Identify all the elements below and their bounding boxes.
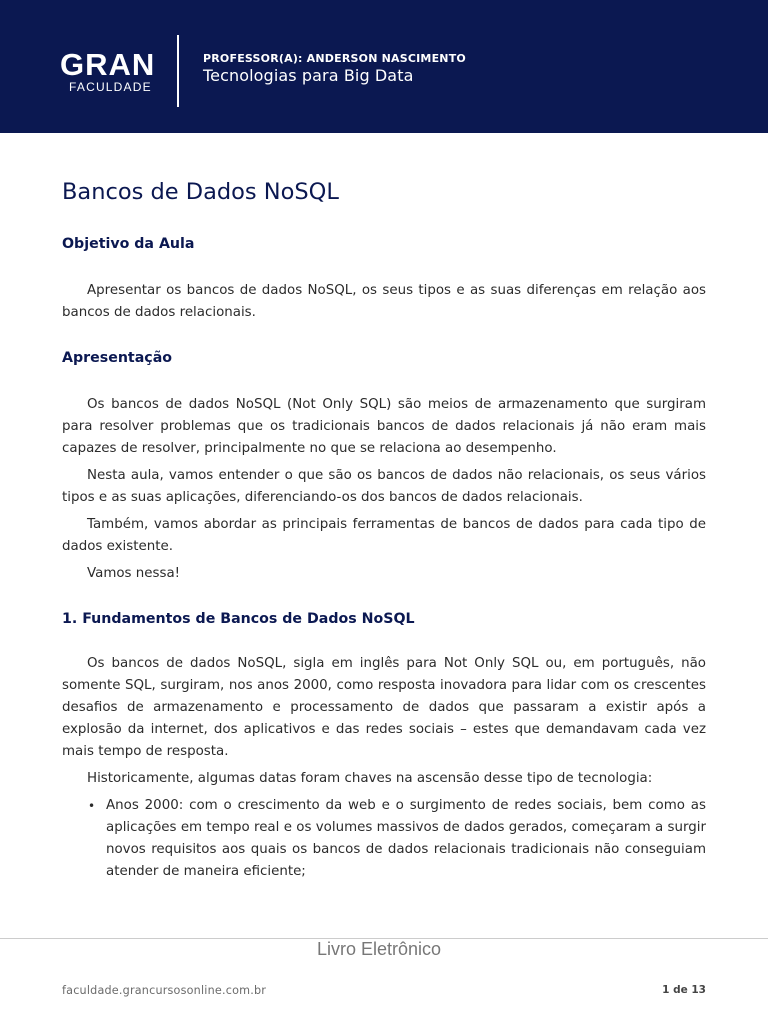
logo-wordmark: GRAN — [60, 47, 156, 82]
apresentacao-paragraph: Também, vamos abordar as principais ferramentas de bancos de dados para cada tipo de dados existente. — [62, 517, 706, 554]
page-header — [0, 0, 768, 133]
section-1-paragraph: Os bancos de dados NoSQL, sigla em inglês para Not Only SQL ou, em português, não somente SQL, surgiram, nos anos 2000, como resposta inovadora para lidar com os crescentes desafios de armazenamento e processamento de dados que passaram a existir após a explosão da internet, dos aplicativos e das redes sociais – estes que demandavam cada vez mais tempo de resposta. — [62, 656, 706, 759]
course-title: Tecnologias para Big Data — [203, 66, 414, 85]
bullet-marker: • — [88, 799, 96, 813]
bullet-list — [62, 795, 706, 883]
objetivo-heading: Objetivo da Aula — [62, 236, 195, 252]
section-1-heading: 1. Fundamentos de Bancos de Dados NoSQL — [62, 611, 415, 627]
objetivo-paragraph: Apresentar os bancos de dados NoSQL, os seus tipos e as suas diferenças em relação aos bancos de dados relacionais. — [62, 283, 706, 320]
logo-subtitle: FACULDADE — [69, 80, 152, 94]
list-item-text: Anos 2000: com o crescimento da web e o surgimento de redes sociais, bem como as aplicações em tempo real e os volumes massivos de dados gerados, começaram a surgir novos requisitos aos quais os bancos de dados relacionais tradicionais não conseguiam atender de maneira eficiente; — [106, 798, 706, 879]
apresentacao-heading: Apresentação — [62, 350, 173, 366]
apresentacao-paragraph: Os bancos de dados NoSQL (Not Only SQL) são meios de armazenamento que surgiram para resolver problemas que os tradicionais bancos de dados relacionais já não eram mais capazes de resolver, principalmente no que se relaciona ao desempenho. — [62, 397, 706, 456]
apresentacao-paragraph: Vamos nessa! — [87, 566, 181, 581]
document-body — [62, 176, 706, 883]
section-1-paragraph: Historicamente, algumas datas foram chaves na ascensão desse tipo de tecnologia: — [87, 771, 653, 786]
gran-faculdade-logo — [60, 47, 160, 94]
footer-url: faculdade.grancursosonline.com.br — [62, 984, 267, 997]
professor-label: PROFESSOR(A): ANDERSON NASCIMENTO — [203, 52, 466, 65]
list-item — [62, 795, 706, 883]
page-number: 1 de 13 — [662, 984, 706, 996]
page-title: Bancos de Dados NoSQL — [62, 179, 339, 205]
header-divider — [177, 35, 179, 107]
apresentacao-paragraph: Nesta aula, vamos entender o que são os bancos de dados não relacionais, os seus vários tipos e as suas aplicações, diferenciando-os dos bancos de dados relacionais. — [62, 468, 706, 505]
footer-label: Livro Eletrônico — [316, 939, 442, 959]
